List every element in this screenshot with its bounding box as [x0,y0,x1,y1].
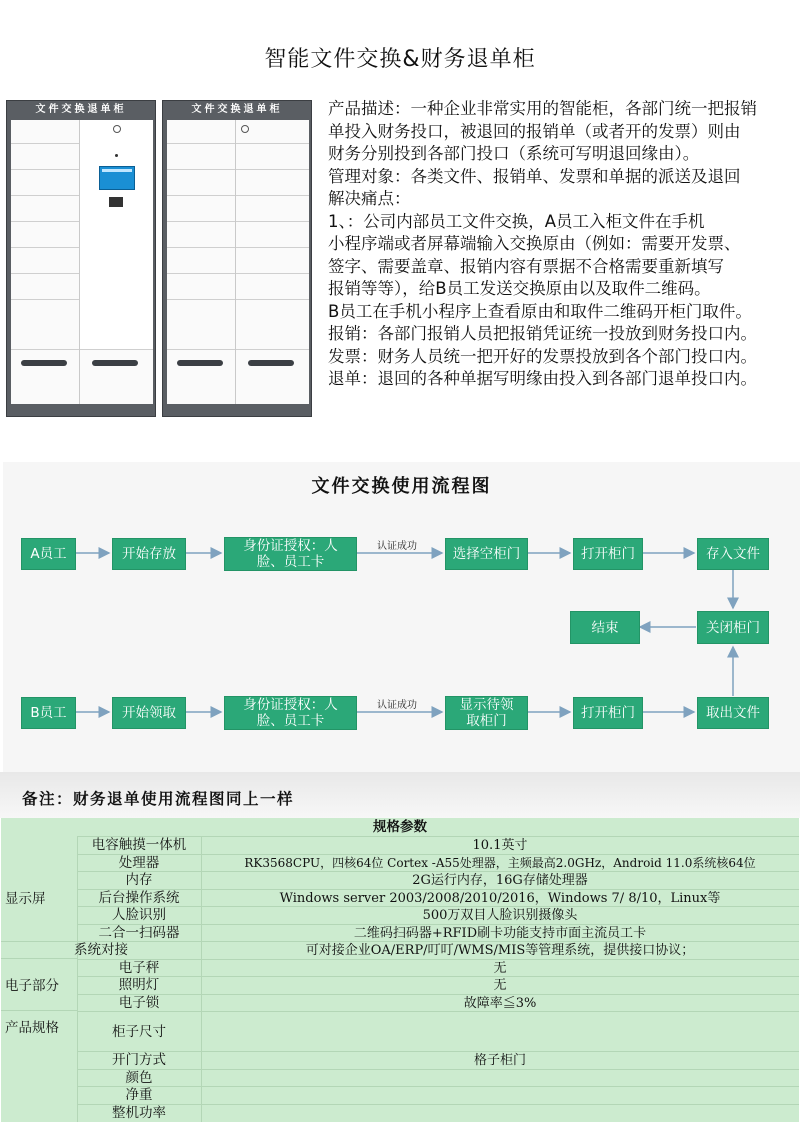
spec-value: Windows server 2003/2008/2010/2016，Windows 7/ 8/10，Linux等 [279,890,721,906]
spec-value: 格子柜门 [473,1053,526,1068]
spec-row [77,1051,799,1070]
spec-label: 柜子尺寸 [112,1024,166,1040]
spec-label: 处理器 [118,854,160,871]
spec-value: 二维码扫码器+RFID刷卡功能支持市面主流员工卡 [353,925,647,941]
flow-node-open-door: 打开柜门 [573,538,643,570]
spec-label: 电容触摸一体机 [91,837,187,853]
note-banner [0,772,800,818]
spec-label: 后台操作系统 [98,889,180,906]
flow-node-retrieve: 取出文件 [697,697,769,729]
cabinet-image-left [6,100,156,417]
spec-label: 电子秤 [118,959,160,976]
desc-line: 管理对象：各类文件、报销单、发票和单据的派送及退回 [328,166,741,186]
spec-row [77,959,799,978]
desc-line: 报销：各部门报销人员把报销凭证统一投放到财务投口内。 [328,324,757,343]
desc-line: 解决痛点： [328,189,411,208]
spec-value: 10.1英寸 [472,838,528,853]
flow-node-close-door: 关闭柜门 [697,611,769,644]
spec-value: 500万双目人脸识别摄像头 [422,908,578,923]
flow-node-start-pickup: 开始领取 [112,697,186,729]
spec-label: 二合一扫码器 [98,924,180,941]
spec-row [77,1069,799,1088]
spec-table [1,818,799,1122]
flow-node-end: 结束 [570,611,640,644]
flow-node-employee-a: A员工 [21,538,76,570]
spec-label: 开门方式 [112,1052,166,1068]
desc-line: 产品描述：一种企业非常实用的智能柜，各部门统一把报销 [328,99,757,118]
flowchart [3,462,800,772]
scanner-icon [109,197,123,207]
cabinet-label: 文件交换退单柜 [191,104,283,115]
product-description [328,98,800,391]
desc-line: B员工在手机小程序上查看原由和取件二维码开柜门取件。 [328,301,752,321]
spec-row [77,836,799,855]
spec-value: RK3568CPU，四核64位 Cortex -A55处理器，主频最高2.0GHz，Android 11.0系统核64位 [244,855,756,870]
spec-value: 故障率≦3% [463,995,537,1011]
spec-row [77,854,799,873]
spec-label: 电子锁 [118,994,160,1011]
flow-node-deposit: 存入文件 [697,538,769,570]
flow-node-start-store: 开始存放 [112,538,186,570]
flow-node-employee-b: B员工 [21,697,76,729]
spec-row [77,889,799,908]
spec-row [1,941,799,960]
spec-row [77,924,799,943]
spec-value: 无 [493,960,507,976]
spec-row [77,994,799,1013]
flow-node-auth: 身份证授权：人脸、员工卡 [224,537,357,571]
desc-line: 发票：财务人员统一把开好的发票投放到各个部门投口内。 [328,346,757,366]
desc-line: 1、：公司内部员工文件交换，A员工入柜文件在手机 [328,211,705,231]
spec-row [77,1086,799,1105]
spec-value: 无 [493,978,507,993]
spec-group-electronic: 电子部分 [5,978,59,994]
desc-line: 报销等等），给B员工发送交换原由以及取件二维码。 [328,279,711,298]
flowchart-title: 文件交换使用流程图 [311,476,492,497]
spec-row [77,1011,799,1052]
flow-node-open-door: 打开柜门 [573,697,643,729]
page-title: 智能文件交换&财务退单柜 [264,47,536,72]
spec-value: 2G运行内存，16G存储处理器 [412,873,588,888]
desc-line: 财务分别投到各部门投口（系统可写明退回缘由）。 [328,144,700,163]
touchscreen-icon [99,166,135,190]
desc-line: 单投入财务投口，被退回的报销单（或者开的发票）则由 [328,121,741,141]
desc-line: 小程序端或者屏幕端输入交换原由（例如：需要开发票、 [328,234,741,253]
spec-title: 规格参数 [373,819,427,835]
auth-success-label: 认证成功 [377,541,417,552]
spec-row [77,1104,799,1122]
desc-line: 退单：退回的各种单据写明缘由投入到各部门退单投口内。 [328,369,757,388]
spec-row [77,871,799,890]
flow-node-show-door: 显示待领取柜门 [445,696,528,730]
spec-label: 照明灯 [118,977,160,993]
spec-row [77,976,799,995]
cabinet-label: 文件交换退单柜 [35,104,127,115]
spec-label: 颜色 [125,1069,153,1086]
spec-label: 净重 [125,1087,153,1103]
spec-row [77,906,799,925]
spec-group-product: 产品规格 [5,1020,59,1036]
desc-line: 签字、需要盖章、报销内容有票据不合格需要重新填写 [328,256,724,276]
auth-success-label: 认证成功 [377,700,417,711]
spec-group-display: 显示屏 [5,891,46,907]
note-text: 备注：财务退单使用流程图同上一样 [22,789,295,808]
cabinet-image-right [162,100,312,417]
flow-node-select-door: 选择空柜门 [445,538,528,570]
flow-node-auth: 身份证授权：人脸、员工卡 [224,696,357,730]
spec-label: 系统对接 [74,942,128,958]
spec-label: 人脸识别 [112,907,166,923]
spec-value: 可对接企业OA/ERP/叮叮/WMS/MIS等管理系统，提供接口协议； [305,943,695,958]
spec-label: 内存 [125,872,153,888]
spec-label: 整机功率 [112,1104,166,1121]
